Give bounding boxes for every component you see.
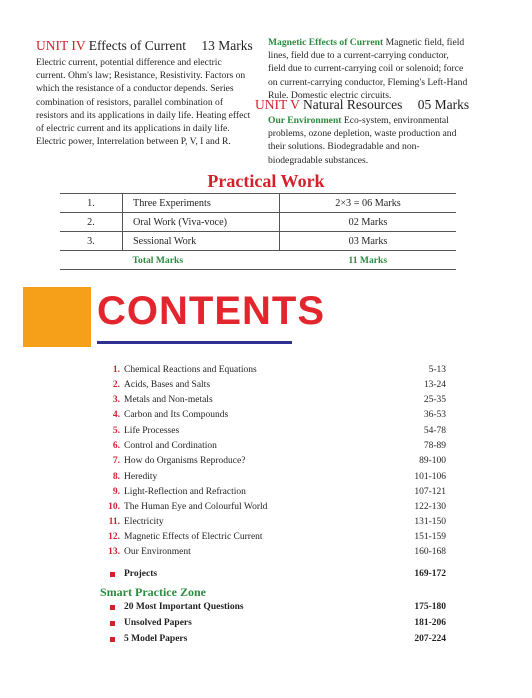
row-marks: 03 Marks bbox=[280, 232, 457, 251]
unit-v-heading bbox=[255, 97, 469, 113]
smart-item-title: 20 Most Important Questions bbox=[124, 602, 244, 612]
smart-practice-zone-heading: Smart Practice Zone bbox=[100, 585, 206, 599]
chapter-number: 3. bbox=[112, 395, 120, 405]
chapter-title: Control and Cordination bbox=[124, 441, 217, 451]
table-row bbox=[60, 232, 456, 251]
bullet-icon bbox=[110, 605, 115, 610]
chapter-pages: 151-159 bbox=[414, 532, 446, 542]
our-environment-text: Eco-system, environmental problems, ozone depletion, waste production and their solutions. Biodegradable and non-biodegradable substances. bbox=[268, 115, 457, 166]
chapter-pages: 13-24 bbox=[423, 380, 446, 390]
chapter-number: 6. bbox=[112, 441, 120, 451]
projects-pages: 169-172 bbox=[414, 569, 446, 579]
chapter-number: 4. bbox=[112, 410, 120, 420]
chapter-title: Heredity bbox=[124, 472, 158, 482]
list-item[interactable] bbox=[100, 500, 446, 515]
total-label: Total Marks bbox=[123, 251, 280, 270]
chapter-number: 2. bbox=[112, 380, 120, 390]
row-item: Oral Work (Viva-voce) bbox=[123, 213, 280, 232]
magnetic-effects-heading: Magnetic Effects of Current bbox=[268, 37, 384, 48]
unit-iv-marks: 13 Marks bbox=[201, 38, 253, 53]
chapter-pages: 36-53 bbox=[423, 410, 446, 420]
total-value: 11 Marks bbox=[280, 251, 457, 270]
list-item[interactable] bbox=[100, 515, 446, 530]
our-environment-heading: Our Environment bbox=[268, 115, 342, 126]
chapter-number: 9. bbox=[112, 487, 120, 497]
row-item: Sessional Work bbox=[123, 232, 280, 251]
projects-title: Projects bbox=[124, 569, 158, 579]
unit-iv-heading bbox=[36, 38, 253, 54]
projects-item[interactable] bbox=[110, 567, 446, 582]
list-item[interactable] bbox=[110, 616, 446, 631]
contents-underline bbox=[97, 341, 292, 344]
list-item[interactable] bbox=[110, 600, 446, 615]
table-row bbox=[60, 194, 456, 213]
list-item[interactable] bbox=[100, 470, 446, 485]
contents-title: CONTENTS bbox=[97, 289, 325, 333]
unit-iv-topic: Effects of Current bbox=[88, 38, 186, 53]
our-environment-paragraph bbox=[268, 114, 473, 167]
magnetic-effects-text: Magnetic field, field lines, field due to a current-carrying conductor, field due to current-carrying coil or solenoid; force on current-carrying conductor, Fleming's Left-Hand Rule. Domestic electric circuits. bbox=[268, 37, 468, 101]
list-item[interactable] bbox=[100, 424, 446, 439]
chapter-title: Metals and Non-metals bbox=[124, 395, 213, 405]
row-number: 1. bbox=[60, 194, 123, 213]
list-item[interactable] bbox=[100, 545, 446, 560]
chapter-pages: 25-35 bbox=[423, 395, 446, 405]
chapter-pages: 54-78 bbox=[423, 426, 446, 436]
total-row bbox=[60, 251, 456, 270]
bullet-icon bbox=[110, 621, 115, 626]
list-item[interactable] bbox=[100, 530, 446, 545]
smart-item-pages: 181-206 bbox=[414, 618, 446, 628]
chapter-number: 12. bbox=[108, 532, 120, 542]
chapter-pages: 5-13 bbox=[428, 365, 446, 375]
list-item[interactable] bbox=[100, 485, 446, 500]
chapter-pages: 107-121 bbox=[414, 487, 446, 497]
chapter-title: Acids, Bases and Salts bbox=[124, 380, 211, 390]
chapter-title: Magnetic Effects of Electric Current bbox=[124, 532, 263, 542]
smart-item-pages: 207-224 bbox=[414, 634, 446, 644]
smart-item-title: 5 Model Papers bbox=[124, 634, 188, 644]
chapter-title: Electricity bbox=[124, 517, 164, 527]
list-item[interactable] bbox=[100, 378, 446, 393]
row-item: Three Experiments bbox=[123, 194, 280, 213]
chapter-pages: 160-168 bbox=[414, 547, 446, 557]
unit-v-label: UNIT V bbox=[255, 97, 300, 112]
smart-item-title: Unsolved Papers bbox=[124, 618, 192, 628]
chapter-pages: 131-150 bbox=[414, 517, 446, 527]
magnetic-effects-paragraph bbox=[268, 36, 468, 102]
chapter-title: Chemical Reactions and Equations bbox=[124, 365, 257, 375]
chapter-title: Carbon and Its Compounds bbox=[124, 410, 229, 420]
chapter-number: 10. bbox=[108, 502, 120, 512]
unit-v-marks: 05 Marks bbox=[417, 97, 470, 112]
chapter-number: 7. bbox=[112, 456, 120, 466]
chapter-number: 11. bbox=[108, 517, 120, 527]
chapter-title: The Human Eye and Colourful World bbox=[124, 502, 268, 512]
chapter-title: Our Environment bbox=[124, 547, 191, 557]
table-row bbox=[60, 213, 456, 232]
unit-iv-label: UNIT IV bbox=[36, 38, 86, 53]
chapter-pages: 101-106 bbox=[414, 472, 446, 482]
unit-iv-description: Electric current, potential difference and electric current. Ohm's law; Resistance, Resistivity. Factors on which the resistance of a conductor depends. Series combination of resistors, parallel combination of resistors and its applications in daily life. Heating effect of electric current and its applications in daily life. Electric power, Interrelation between P, V, I and R. bbox=[36, 57, 251, 148]
chapter-number: 5. bbox=[112, 426, 120, 436]
chapter-pages: 122-130 bbox=[414, 502, 446, 512]
orange-accent-block bbox=[23, 287, 91, 347]
chapter-title: How do Organisms Reproduce? bbox=[124, 456, 246, 466]
list-item[interactable] bbox=[110, 632, 446, 647]
chapter-number: 8. bbox=[112, 472, 120, 482]
bullet-icon bbox=[110, 572, 115, 577]
bullet-icon bbox=[110, 637, 115, 642]
practical-work-table bbox=[60, 193, 456, 270]
unit-v-topic: Natural Resources bbox=[303, 97, 403, 112]
chapter-number: 1. bbox=[112, 365, 120, 375]
list-item[interactable] bbox=[100, 439, 446, 454]
row-number: 3. bbox=[60, 232, 123, 251]
list-item[interactable] bbox=[100, 454, 446, 469]
chapter-number: 13. bbox=[108, 547, 120, 557]
list-item[interactable] bbox=[100, 363, 446, 378]
chapter-title: Light-Reflection and Refraction bbox=[124, 487, 246, 497]
chapter-pages: 78-89 bbox=[423, 441, 446, 451]
chapter-pages: 89-100 bbox=[419, 456, 446, 466]
smart-item-pages: 175-180 bbox=[414, 602, 446, 612]
list-item[interactable] bbox=[100, 393, 446, 408]
list-item[interactable] bbox=[100, 408, 446, 423]
chapter-title: Life Processes bbox=[124, 426, 180, 436]
practical-work-title: Practical Work bbox=[207, 171, 325, 191]
row-marks: 02 Marks bbox=[280, 213, 457, 232]
row-number: 2. bbox=[60, 213, 123, 232]
row-marks: 2×3 = 06 Marks bbox=[280, 194, 457, 213]
